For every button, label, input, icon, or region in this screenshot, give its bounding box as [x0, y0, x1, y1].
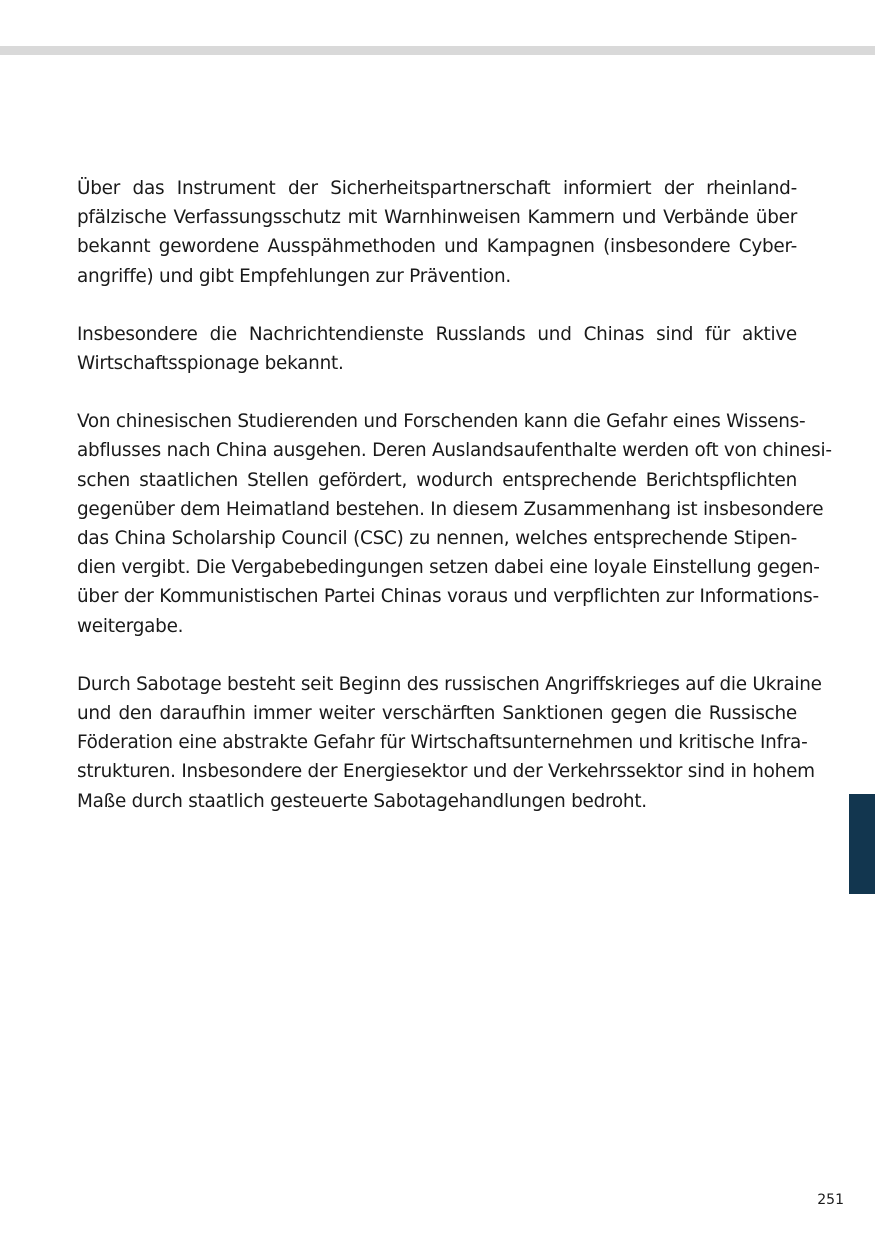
text-line: und den daraufhin immer weiter verschärften Sanktionen gegen die Russische	[77, 703, 797, 725]
text-line: Föderation eine abstrakte Gefahr für Wirtschaftsunternehmen und kritische Infra-	[77, 732, 808, 754]
text-line: weitergabe.	[77, 615, 184, 637]
text-line: Maße durch staatlich gesteuerte Sabotagehandlungen bedroht.	[77, 790, 647, 812]
body-text	[77, 174, 832, 845]
text-line: über der Kommunistischen Partei Chinas voraus und verpflichten zur Informations-	[77, 586, 819, 608]
text-line: pfälzische Verfassungsschutz mit Warnhinweisen Kammern und Verbände über	[77, 207, 797, 229]
text-line: bekannt gewordene Ausspähmethoden und Kampagnen (insbesondere Cyber-	[77, 236, 797, 258]
text-line: strukturen. Insbesondere der Energiesektor und der Verkehrssektor sind in hohem	[77, 761, 815, 783]
text-line: Insbesondere die Nachrichtendienste Russlands und Chinas sind für aktive	[77, 323, 797, 345]
text-line: Von chinesischen Studierenden und Forschenden kann die Gefahr eines Wissens-	[77, 411, 806, 433]
text-line: Über das Instrument der Sicherheitspartnerschaft informiert der rheinland-	[77, 178, 797, 199]
paragraph-sabotage	[77, 670, 822, 816]
page-number: 251	[817, 1192, 844, 1208]
chapter-side-tab	[849, 794, 875, 894]
text-line: angriffe) und gibt Empfehlungen zur Prävention.	[77, 265, 511, 287]
text-line: gegenüber dem Heimatland bestehen. In diesem Zusammenhang ist insbesondere	[77, 498, 824, 520]
paragraph-chinese-students	[77, 407, 832, 641]
paragraph-intelligence-services	[77, 320, 797, 378]
paragraph-security-partnership	[77, 174, 797, 291]
text-line: dien vergibt. Die Vergabebedingungen setzen dabei eine loyale Einstellung gegen-	[77, 557, 820, 579]
text-line: abflusses nach China ausgehen. Deren Auslandsaufenthalte werden oft von chinesi-	[77, 440, 832, 462]
text-line: das China Scholarship Council (CSC) zu nennen, welches entsprechende Stipen-	[77, 528, 797, 550]
text-line: schen staatlichen Stellen gefördert, wodurch entsprechende Berichtspflichten	[77, 469, 797, 491]
text-line: Durch Sabotage besteht seit Beginn des russischen Angriffskrieges auf die Ukraine	[77, 673, 822, 695]
text-line: Wirtschaftsspionage bekannt.	[77, 353, 344, 375]
top-rule	[0, 46, 875, 55]
